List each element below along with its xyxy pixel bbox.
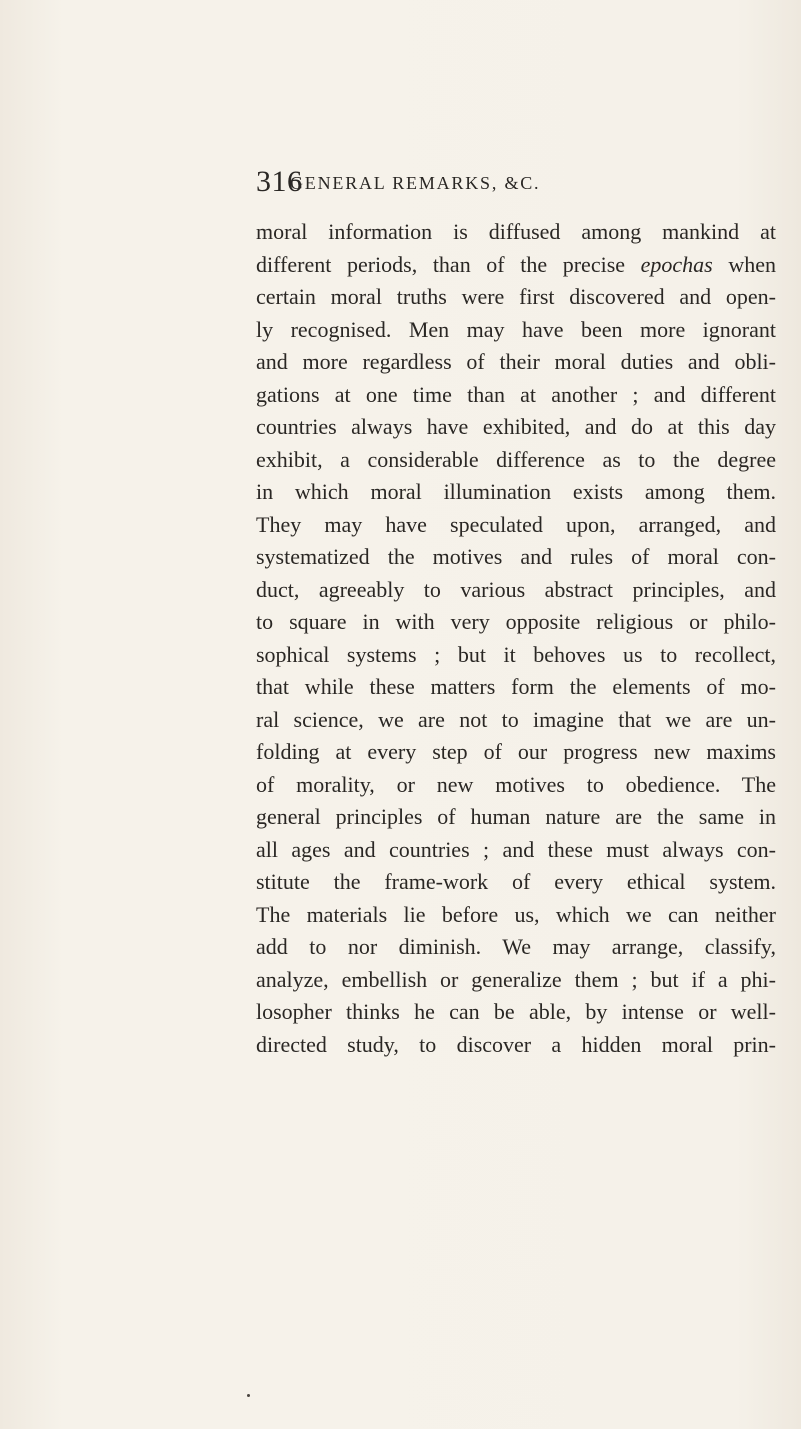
text-line: countries always have exhibited, and do at this day — [256, 414, 776, 439]
text-line: all ages and countries ; and these must always con- — [256, 836, 776, 862]
text-line: folding at every step of our progress new maxims — [256, 739, 776, 764]
text-line: systematized the motives and rules of moral con- — [256, 544, 776, 569]
text-line: ly recognised. Men may have been more ignorant — [256, 316, 776, 342]
running-head: GENERAL REMARKS, &C. — [290, 173, 541, 193]
text-line: The materials lie before us, which we can neither — [256, 901, 776, 927]
text-line: directed study, to discover a hidden moral prin- — [256, 1031, 776, 1057]
text-line-start: different periods, than of the precise — [256, 251, 626, 277]
page-header — [256, 165, 776, 205]
text-line: They may have speculated upon, arranged, and — [256, 511, 776, 537]
text-line — [256, 249, 776, 282]
text-line: add to nor diminish. We may arrange, classify, — [256, 934, 776, 959]
margin-mark — [247, 1394, 250, 1397]
text-line: gations at one time than at another ; and different — [256, 381, 776, 407]
text-line: that while these matters form the elements of mo- — [256, 674, 776, 699]
text-line-end: when — [728, 251, 776, 277]
text-line: stitute the frame-work of every ethical system. — [256, 869, 776, 894]
text-line: moral information is diffused among mankind at — [256, 219, 776, 244]
text-line: losopher thinks he can be able, by intense or well- — [256, 999, 776, 1024]
text-line: sophical systems ; but it behoves us to recollect, — [256, 641, 776, 667]
text-line: general principles of human nature are the same in — [256, 804, 776, 829]
text-line: duct, agreeably to various abstract principles, and — [256, 576, 776, 602]
text-line: certain moral truths were first discovered and open- — [256, 284, 776, 309]
text-line: analyze, embellish or generalize them ; but if a phi- — [256, 966, 776, 992]
page-number: 316 — [256, 165, 303, 198]
body-text — [256, 216, 776, 1061]
text-line: and more regardless of their moral duties and obli- — [256, 349, 776, 374]
italic-term: epochas — [640, 251, 713, 277]
text-line: ral science, we are not to imagine that we are un- — [256, 706, 776, 732]
text-line: of morality, or new motives to obedience. The — [256, 771, 776, 797]
text-line: in which moral illumination exists among them. — [256, 479, 776, 504]
text-line: to square in with very opposite religious or philo- — [256, 609, 776, 634]
text-line: exhibit, a considerable difference as to the degree — [256, 446, 776, 472]
